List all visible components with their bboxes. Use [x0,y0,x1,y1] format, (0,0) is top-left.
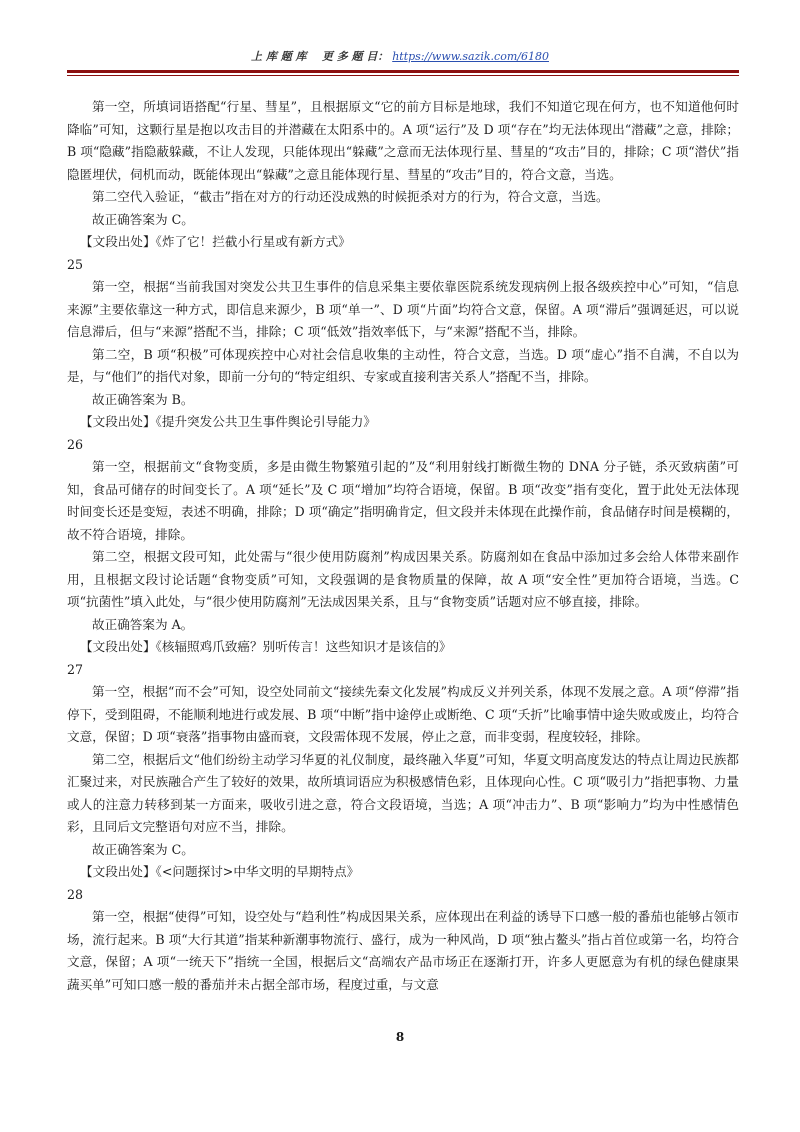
paragraph: 第一空，所填词语搭配“行星、彗星”，且根据原文“它的前方目标是地球，我们不知道它现在何方，也不知道他何时降临”可知，这颗行星是抱以攻击目的并潜藏在太阳系中的。A 项“运行”及 D 项“存在”均无法体现出“潜藏”之意，排除；B 项“隐藏”指隐蔽躲藏，不让人发现，只能体现出“躲藏”之意而无法体现行星、彗星的“攻击”目的，排除；C 项“潜伏”指隐匿埋伏，伺机而动，既能体现出“躲藏”之意且能体现行星、彗星的“攻击”目的，符合文意，当选。 [67,99,739,182]
header-rule-thick [67,70,739,73]
answer-line: 故正确答案为 C。 [92,841,194,857]
page-number: 8 [395,1030,405,1044]
site-name: 上 库 题 库 [251,50,307,63]
page-header [0,48,800,64]
source-line: 【文段出处】《炸了它！拦截小行星或有新方式》 [80,234,351,249]
header-url-link[interactable]: https://www.sazik.com/6180 [392,50,549,63]
paragraph: 第一空，根据前文“食物变质，多是由微生物繁殖引起的”及“利用射线打断微生物的 DNA 分子链，杀灭致病菌”可知，食品可储存的时间变长了。A 项“延长”及 C 项“增加”均符合语境，保留。B 项“改变”指有变化，置于此处无法体现时间变长还是变短，表述不明确，排除；D 项“确定”指明确肯定，但文段并未体现在此操作前，食品储存时间是模糊的，故不符合语境，排除。 [67,459,739,542]
source-line: 【文段出处】《<问题探讨>中华文明的早期特点》 [80,864,360,879]
paragraph: 第一空，根据“使得”可知，设空处与“趋利性”构成因果关系，应体现出在利益的诱导下口感一般的番茄也能够占领市场，流行起来。B 项“大行其道”指某种新潮事物流行、盛行，成为一种风尚，D 项“独占鳌头”指占首位或第一名，均符合文意，保留；A 项“一统天下”指统一全国，根据后文“高端农产品市场正在逐渐打开，许多人更愿意为有机的绿色健康果蔬买单”可知口感一般的番茄并未占据全部市场，程度过重，与文意 [67,909,739,992]
header-rule-thin [67,75,739,76]
question-number: 27 [67,661,84,677]
answer-line: 故正确答案为 B。 [92,391,194,407]
answer-line: 故正确答案为 A。 [92,616,194,632]
paragraph: 第二空，根据文段可知，此处需与“很少使用防腐剂”构成因果关系。防腐剂如在食品中添加过多会给人体带来副作用，且根据文段讨论话题“食物变质”可知，文段强调的是食物质量的保障，故 A 项“安全性”更加符合语境，当选。C 项“抗菌性”填入此处，与“很少使用防腐剂”无法成因果关系，且与“食物变质”话题对应不够直接，排除。 [67,549,739,609]
question-number: 26 [67,436,84,452]
paragraph: 第二空，B 项“积极”可体现疾控中心对社会信息收集的主动性，符合文意，当选。D 项“虚心”指不自满，不自以为是，与“他们”的指代对象，即前一分句的“特定组织、专家或直接利害关系人”搭配不当，排除。 [67,346,739,384]
paragraph: 第一空，根据“当前我国对突发公共卫生事件的信息采集主要依靠医院系统发现病例上报各级疾控中心”可知，“信息来源”主要依靠这一种方式，即信息来源少，B 项“单一”、D 项“片面”均符合文意，保留。A 项“滞后”强调延迟，可以说信息滞后，但与“来源”搭配不当，排除；C 项“低效”指效率低下，与“来源”搭配不当，排除。 [67,279,739,339]
more-label: 更 多 题 目： [321,50,389,63]
question-number: 28 [67,886,84,902]
source-line: 【文段出处】《提升突发公共卫生事件舆论引导能力》 [80,414,376,429]
question-number: 25 [67,256,84,272]
source-line: 【文段出处】《核辐照鸡爪致癌？别听传言！这些知识才是该信的》 [80,639,452,654]
answer-line: 故正确答案为 C。 [92,211,194,227]
document-body [67,96,739,996]
paragraph: 第一空，根据“而不会”可知，设空处同前文“接续先秦文化发展”构成反义并列关系，体现不发展之意。A 项“停滞”指停下，受到阻碍，不能顺利地进行或发展、B 项“中断”指中途停止或断绝、C 项“夭折”比喻事情中途失败或废止，均符合文意，保留；D 项“衰落”指事物由盛而衰，文段需体现不发展，停止之意，而非变弱，程度较轻，排除。 [67,684,739,744]
paragraph: 第二空代入验证，“截击”指在对方的行动还没成熟的时候扼杀对方的行为，符合文意，当选。 [92,189,609,204]
paragraph: 第二空，根据后文“他们纷纷主动学习华夏的礼仪制度，最终融入华夏”可知，华夏文明高度发达的特点让周边民族都汇聚过来，对民族融合产生了较好的效果，故所填词语应为积极感情色彩，且体现向心性。C 项“吸引力”指把事物、力量或人的注意力转移到某一方面来，吸收引进之意，符合文段语境，当选；A 项“冲击力”、B 项“影响力”均为中性感情色彩，且同后文完整语句对应不当，排除。 [67,751,739,834]
